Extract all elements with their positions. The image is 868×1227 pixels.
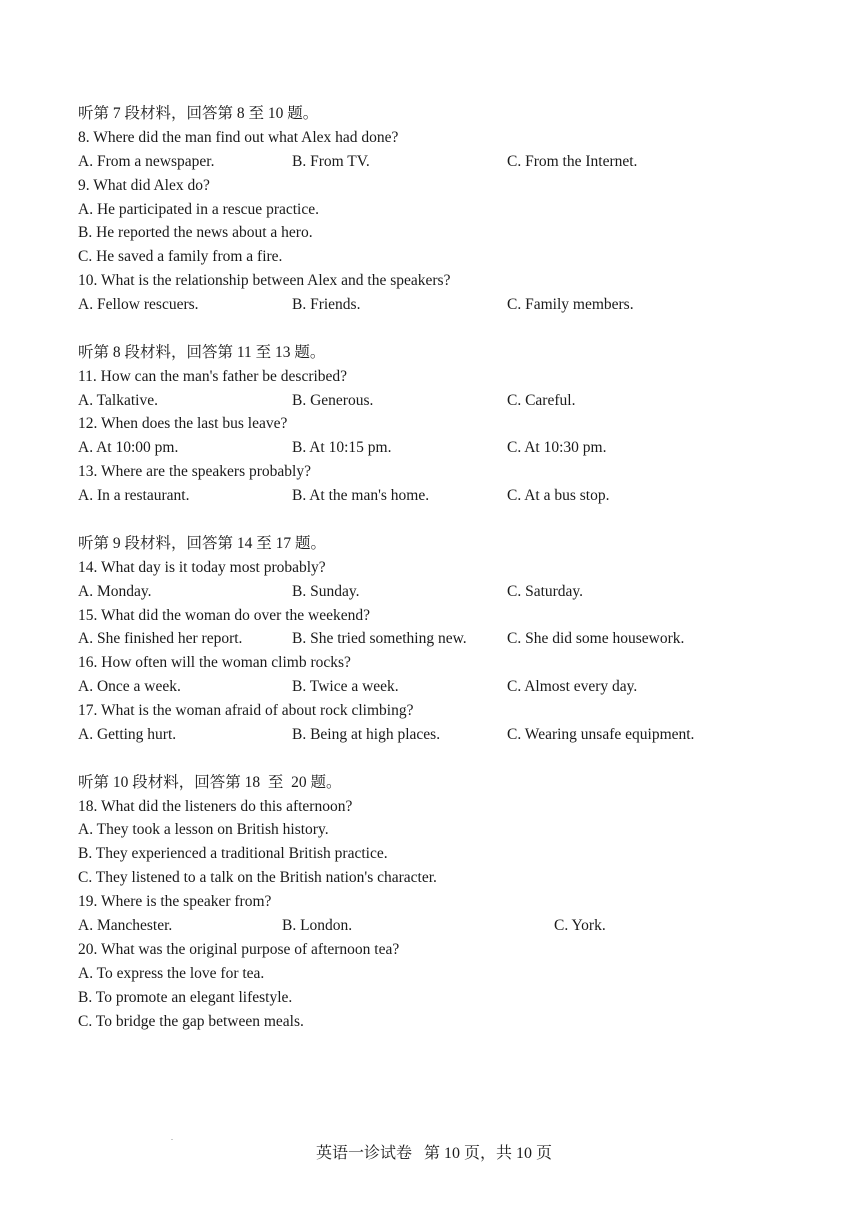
page-footer (0, 1142, 868, 1166)
option-c: C. Almost every day. (507, 678, 638, 696)
option-a: A. Manchester. (78, 917, 173, 934)
question-text: 12. When does the last bus leave? (78, 415, 288, 433)
option-a: A. Getting hurt. (78, 725, 177, 743)
option-c: C. Careful. (507, 391, 576, 409)
option-c: C. York. (554, 917, 606, 934)
option-c: C. At 10:30 pm. (507, 439, 607, 457)
option-a: A. They took a lesson on British history. (78, 821, 329, 839)
option-a: A. From a newspaper. (78, 152, 215, 170)
option-b: B. She tried something new. (292, 630, 467, 648)
exam-page (78, 102, 838, 1033)
option-a: A. In a restaurant. (78, 487, 190, 505)
option-a: A. Fellow rescuers. (78, 296, 199, 314)
question-text: 9. What did Alex do? (78, 176, 210, 194)
question-text: 14. What day is it today most probably? (78, 558, 326, 576)
footer-text: 英语一诊试卷 第 10 页，共 10 页 (315, 1145, 552, 1162)
option-b: B. Twice a week. (292, 678, 399, 696)
section-heading: 听第 9 段材料，回答第 14 至 17 题。 (78, 534, 327, 552)
option-c: C. At a bus stop. (507, 487, 610, 505)
option-c: C. He saved a family from a fire. (78, 248, 283, 266)
question-text: 8. Where did the man find out what Alex had done? (78, 128, 399, 146)
option-b: B. Being at high places. (292, 725, 441, 743)
question-text: 20. What was the original purpose of afternoon tea? (78, 940, 400, 958)
option-a: A. To express the love for tea. (78, 964, 265, 982)
option-b: B. He reported the news about a hero. (78, 224, 313, 242)
option-c: C. Saturday. (507, 582, 584, 600)
option-c: C. Wearing unsafe equipment. (507, 725, 695, 743)
options-row (78, 293, 838, 317)
option-a: A. Monday. (78, 582, 152, 600)
options-row (78, 389, 838, 413)
options-row (78, 675, 838, 699)
section-heading: 听第 8 段材料，回答第 11 至 13 题。 (78, 343, 326, 361)
section-spacer (78, 747, 838, 771)
option-b: B. They experienced a traditional British practice. (78, 845, 388, 863)
question-text: 17. What is the woman afraid of about rock climbing? (78, 702, 414, 720)
option-b: B. Sunday. (292, 582, 360, 600)
section-heading: 听第 10 段材料，回答第 18 至 20 题。 (78, 773, 342, 791)
scan-speck: . (171, 1133, 173, 1142)
option-b: B. At 10:15 pm. (292, 439, 392, 457)
options-row (78, 627, 838, 651)
option-a: A. Once a week. (78, 678, 181, 696)
options-row (78, 580, 838, 604)
options-row (78, 150, 838, 174)
option-c: C. They listened to a talk on the British nation's character. (78, 869, 437, 887)
question-text: 18. What did the listeners do this afternoon? (78, 797, 353, 815)
options-row (78, 484, 838, 508)
option-a: A. He participated in a rescue practice. (78, 200, 319, 218)
option-b: B. Generous. (292, 391, 374, 409)
option-c: C. To bridge the gap between meals. (78, 1012, 304, 1030)
option-a: A. Talkative. (78, 391, 158, 409)
question-text: 11. How can the man's father be described? (78, 367, 348, 385)
option-b: B. To promote an elegant lifestyle. (78, 988, 293, 1006)
option-b: B. From TV. (292, 152, 370, 170)
section-spacer (78, 317, 838, 341)
option-c: C. She did some housework. (507, 630, 685, 648)
option-a: A. She finished her report. (78, 630, 243, 648)
option-b: B. London. (282, 917, 353, 934)
question-text: 10. What is the relationship between Alex and the speakers? (78, 272, 451, 290)
option-a: A. At 10:00 pm. (78, 439, 179, 457)
option-b: B. Friends. (292, 296, 361, 314)
question-text: 16. How often will the woman climb rocks? (78, 654, 351, 672)
options-row (78, 723, 838, 747)
question-text: 19. Where is the speaker from? (78, 893, 272, 911)
question-text: 15. What did the woman do over the weekend? (78, 606, 370, 624)
option-b: B. At the man's home. (292, 487, 430, 505)
options-row (78, 436, 838, 460)
options-row (78, 914, 838, 938)
option-c: C. Family members. (507, 296, 634, 314)
section-heading: 听第 7 段材料，回答第 8 至 10 题。 (78, 105, 319, 122)
section-spacer (78, 508, 838, 532)
question-text: 13. Where are the speakers probably? (78, 463, 311, 481)
option-c: C. From the Internet. (507, 152, 638, 170)
